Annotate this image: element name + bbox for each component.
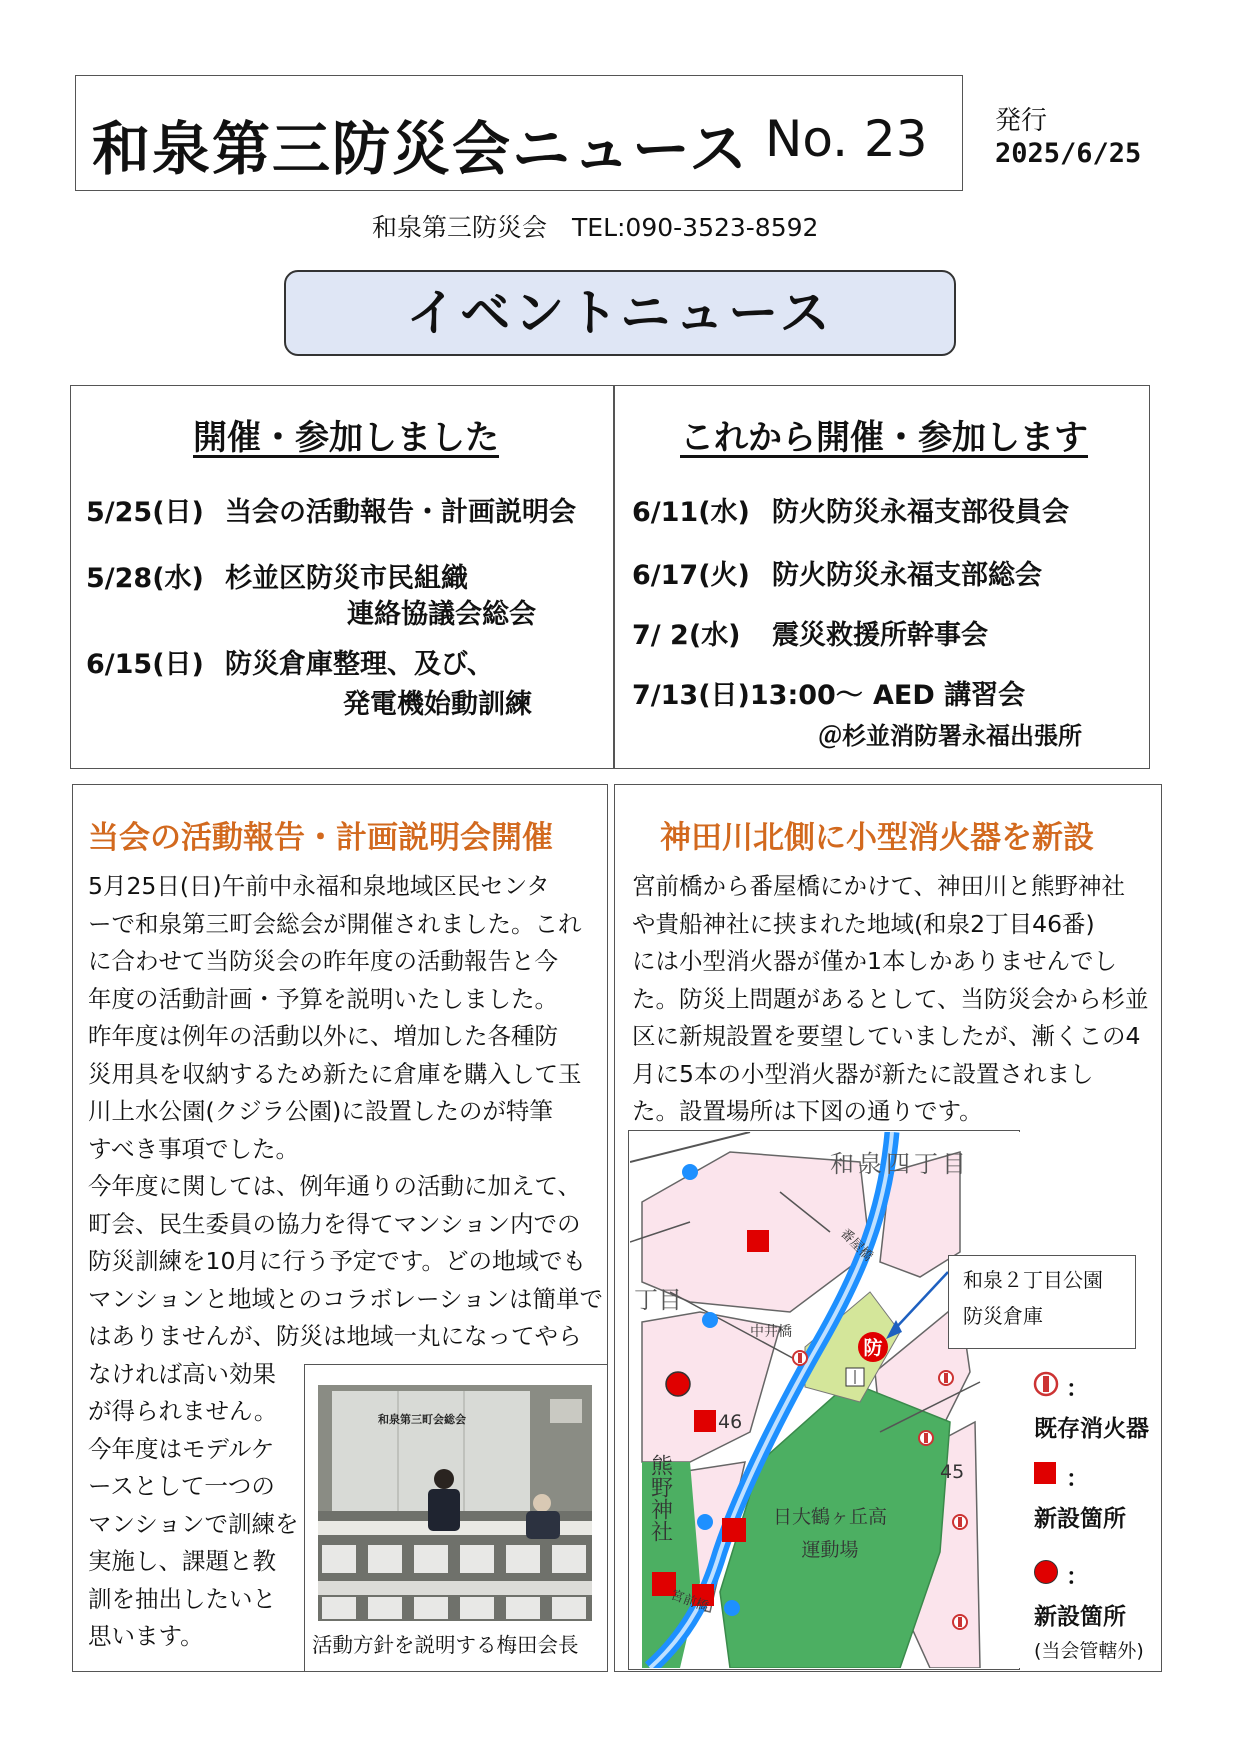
new-extinguisher-marker (722, 1518, 746, 1542)
bridge-marker (697, 1514, 713, 1530)
existing-extinguisher-icon (1032, 1370, 1060, 1398)
past-event-title: 杉並区防災市民組織 (225, 563, 468, 594)
article-line: 思います。 (88, 1622, 204, 1650)
block-number: 45 (940, 1461, 965, 1483)
article-line: が得られません。 (88, 1397, 278, 1425)
past-event-date: 5/25(日) (86, 497, 204, 528)
shrine-label: 熊野神社 (647, 1454, 673, 1542)
article-line: 区に新規設置を要望していましたが、漸くこの4 (632, 1022, 1141, 1050)
existing-extinguisher-icon (919, 1431, 933, 1445)
article-line: や貴船神社に挟まれた地域(和泉2丁目46番) (632, 909, 1095, 938)
contact-info: 和泉第三防災会 TEL:090-3523-8592 (372, 213, 819, 242)
extinguisher-map (630, 1132, 1020, 1668)
past-events-heading: 開催・参加しました (193, 418, 499, 458)
legend-separator: ： (1066, 1564, 1089, 1590)
bosai-mark: 防 (863, 1337, 883, 1359)
legend-note: (当会管轄外) (1034, 1640, 1144, 1662)
future-event-date: 6/11(水) (632, 497, 750, 528)
map-area-label: 丁目 (634, 1286, 682, 1314)
article-line: ーで和泉第三町会総会が開催されました。これ (88, 909, 582, 938)
bridge-marker (724, 1600, 740, 1616)
past-event-date: 5/28(水) (86, 563, 204, 594)
block-number: 46 (718, 1411, 743, 1433)
article-line: 昨年度は例年の活動以外に、増加した各種防 (88, 1022, 558, 1050)
legend-new-square-label: 新設箇所 (1034, 1506, 1126, 1532)
existing-extinguisher-icon (953, 1615, 967, 1629)
new-extinguisher-other-marker (666, 1372, 690, 1396)
warehouse-callout (948, 1255, 1136, 1349)
issue-label: 発行 (995, 106, 1048, 136)
article-line: なければ高い効果 (88, 1359, 276, 1388)
meeting-photo (318, 1385, 592, 1621)
activity-report-heading: 当会の活動報告・計画説明会開催 (88, 820, 553, 856)
article-line: に合わせて当防災会の昨年度の活動報告と今 (88, 947, 558, 975)
article-line: た。設置場所は下図の通りです。 (632, 1097, 983, 1125)
legend-separator: ： (1066, 1376, 1089, 1402)
article-line: 宮前橋から番屋橋にかけて、神田川と熊野神社 (632, 872, 1126, 900)
article-line: 5月25日(日)午前中永福和泉地域区民センタ (88, 872, 550, 900)
article-line: ースとして一つの (88, 1472, 275, 1500)
future-event-date: 6/17(火) (632, 560, 750, 591)
new-extinguisher-icon (1034, 1462, 1056, 1484)
past-event-title: 当会の活動報告・計画説明会 (225, 497, 576, 528)
future-event-title: 震災救援所幹事会 (772, 620, 988, 651)
existing-extinguisher-icon (939, 1371, 953, 1385)
new-extinguisher-marker (694, 1410, 716, 1432)
article-line: マンションで訓練を (88, 1509, 299, 1538)
article-line: には小型消火器が僅か1本しかありませんでし (632, 947, 1117, 975)
legend-existing-label: 既存消火器 (1034, 1416, 1149, 1442)
event-news-banner: イベントニュース (284, 270, 956, 356)
existing-extinguisher-icon (953, 1515, 967, 1529)
photo-banner-text: 和泉第三町会総会 (378, 1413, 466, 1426)
article-line: 災用具を収納するため新たに倉庫を購入して玉 (88, 1059, 582, 1088)
callout-line: 防災倉庫 (963, 1304, 1043, 1328)
map-area-label: 和泉四丁目 (830, 1150, 970, 1178)
bridge-marker (702, 1312, 718, 1328)
bridge-label: 番屋橋 (837, 1226, 876, 1265)
bridge-label: 宮前橋 (668, 1587, 711, 1616)
existing-extinguisher-icon (793, 1351, 807, 1365)
newsletter-title: 和泉第三防災会ニュース (92, 115, 750, 183)
field-label: 日大鶴ヶ丘高 (772, 1506, 888, 1528)
past-event-title-cont: 発電機始動訓練 (343, 689, 532, 720)
article-line: 今年度に関しては、例年通りの活動に加えて、 (88, 1172, 582, 1200)
bridge-marker (682, 1164, 698, 1180)
meeting-photo-illustration (318, 1385, 592, 1621)
past-event-title-cont: 連絡協議会総会 (347, 599, 536, 630)
legend-separator: ： (1066, 1466, 1089, 1492)
article-line: 年度の活動計画・予算を説明いたしました。 (88, 984, 558, 1013)
article-line: はありませんが、防災は地域一丸になってやら (88, 1322, 582, 1350)
article-line: 実施し、課題と教 (88, 1547, 276, 1575)
field-label: 運動場 (801, 1539, 859, 1561)
future-event-venue: ＠杉並消防署永福出張所 (818, 722, 1082, 750)
new-extinguisher-marker (747, 1230, 769, 1252)
article-line: すべき事項でした。 (88, 1134, 300, 1163)
future-event-date: 7/13(日)13:00～ (632, 680, 863, 711)
past-event-title: 防災倉庫整理、及び、 (225, 649, 494, 680)
past-event-date: 6/15(日) (86, 649, 204, 680)
article-line: た。防災上問題があるとして、当防災会から杉並 (632, 984, 1149, 1013)
issue-number: No. 23 (765, 110, 928, 168)
photo-caption: 活動方針を説明する梅田会長 (312, 1633, 579, 1657)
article-line: 町会、民生委員の協力を得てマンション内での (88, 1209, 581, 1238)
article-line: 訓を抽出したいと (88, 1584, 276, 1613)
article-line: 川上水公園(クジラ公園)に設置したのが特筆 (88, 1097, 553, 1125)
extinguisher-heading: 神田川北側に小型消火器を新設 (660, 820, 1094, 856)
future-events-heading: これから開催・参加します (680, 418, 1088, 458)
future-event-title: AED 講習会 (873, 680, 1026, 711)
future-event-date: 7/ 2(水) (632, 620, 741, 651)
article-line: マンションと地域とのコラボレーションは簡単で (88, 1284, 604, 1313)
article-line: 防災訓練を10月に行う予定です。どの地域でも (88, 1247, 587, 1275)
article-line: 月に5本の小型消火器が新たに設置されまし (632, 1059, 1094, 1088)
bridge-label: 中井橋 (750, 1324, 792, 1340)
legend-new-circle-label: 新設箇所 (1034, 1604, 1126, 1630)
issue-date: 2025/6/25 (995, 138, 1142, 169)
future-event-title: 防火防災永福支部役員会 (772, 497, 1069, 528)
future-event-title: 防火防災永福支部総会 (772, 560, 1042, 591)
extinguisher-body (632, 868, 1149, 1131)
callout-line: 和泉２丁目公園 (963, 1268, 1103, 1292)
new-extinguisher-other-icon (1034, 1560, 1058, 1584)
article-line: 今年度はモデルケ (88, 1434, 275, 1463)
